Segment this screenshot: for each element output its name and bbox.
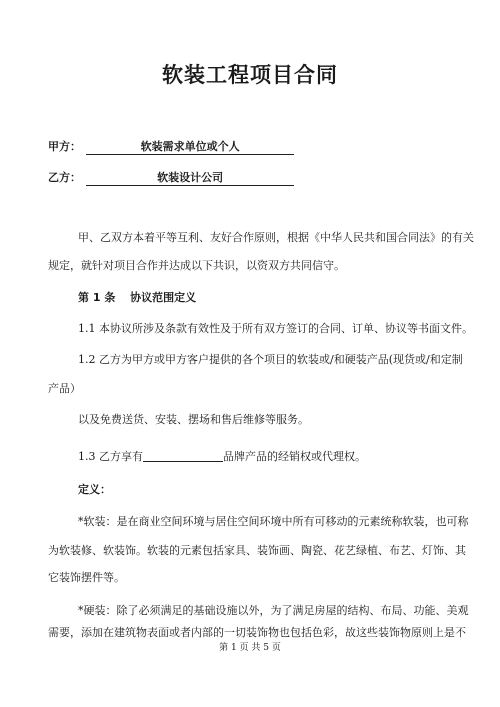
- clause-1-2-line-1: 1.2 乙方为甲方或甲方客户提供的各个项目的软装或/和硬装产品(现货或/和定制: [78, 353, 463, 366]
- definitions-heading: 定义：: [78, 483, 111, 496]
- intro-line-2: 规定，就针对项目合作并达成以下共识，以资双方共同信守。: [48, 259, 345, 272]
- party-b-row: [48, 166, 294, 186]
- party-a-row: [48, 135, 294, 155]
- clause-1-1: 1.1 本协议所涉及条款有效性及于所有双方签订的合同、订单、协议等书面文件。: [78, 322, 473, 335]
- article-1-heading: 第 1 条 协议范围定义: [78, 291, 197, 304]
- hard-decor-line-2: 需要，添加在建筑物表面或者内部的一切装饰物也包括色彩，故这些装饰物原则上是不: [48, 626, 466, 639]
- party-a-label: 甲方：: [48, 140, 81, 153]
- clause-1-3-prefix: 1.3 乙方享有: [78, 450, 143, 463]
- party-a-value: 软装需求单位或个人: [86, 140, 294, 155]
- clause-1-3-suffix: 品牌产品的经销权或代理权。: [223, 450, 366, 463]
- party-b-value: 软装设计公司: [86, 171, 294, 186]
- soft-decor-line-2: 为软装修、软装饰。软装的元素包括家具、装饰画、陶瓷、花艺绿植、布艺、灯饰、其: [48, 544, 466, 557]
- clause-1-3: [78, 449, 366, 464]
- page-footer: 第 1 页 共 5 页: [219, 643, 281, 653]
- clause-1-2-line-3: 以及免费送货、安装、摆场和售后维修等服务。: [78, 413, 309, 426]
- soft-decor-line-1: *软装：是在商业空间环境与居住空间环境中所有可移动的元素统称软装，也可称: [78, 515, 469, 528]
- intro-line-1: 甲、乙双方本着平等互利、友好合作原则，根据《中华人民共和国合同法》的有关: [78, 231, 474, 244]
- party-b-label: 乙方：: [48, 171, 81, 184]
- contract-title: 软装工程项目合同: [162, 63, 338, 87]
- soft-decor-line-3: 它装饰摆件等。: [48, 571, 125, 584]
- hard-decor-line-1: *硬装：除了必须满足的基础设施以外，为了满足房屋的结构、布局、功能、美观: [78, 604, 469, 617]
- brand-blank-line: [143, 449, 223, 462]
- clause-1-2-line-2: 产品）: [48, 382, 81, 395]
